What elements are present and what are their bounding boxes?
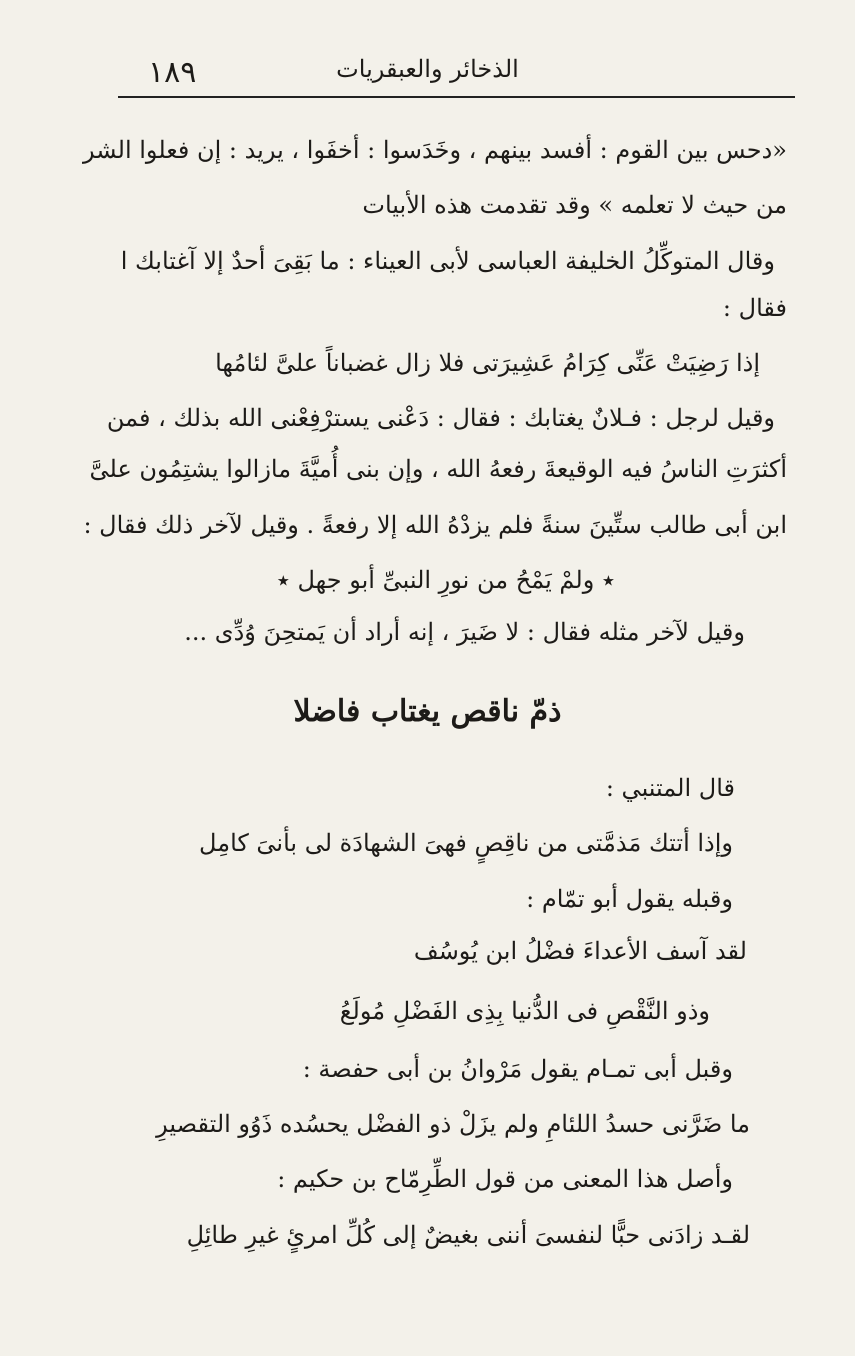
verse-line: وذو النَّقْصِ فى الدُّنيا بِذِى الفَضْلِ مُولَعُ bbox=[339, 997, 710, 1025]
text-line: قال المتنبي : bbox=[605, 774, 735, 802]
running-header-title: الذخائر والعبقريات bbox=[336, 55, 519, 83]
verse-line: إذا رَضِيَتْ عَنِّى كِرَامُ عَشِيرَتى فلا زال غضباناً علىَّ لئامُها bbox=[215, 349, 760, 377]
text-line: وأصل هذا المعنى من قول الطِّرِمّاح بن حكيم : bbox=[277, 1165, 733, 1193]
text-line: وقبله يقول أبو تمّام : bbox=[526, 885, 733, 913]
verse-line: لقد آسف الأعداءَ فضْلُ ابن يُوسُف bbox=[413, 937, 747, 965]
section-heading: ذمّ ناقص يغتاب فاضلا bbox=[293, 694, 562, 729]
text-line: وقبل أبى تمـام يقول مَرْوانُ بن أبى حفصة : bbox=[302, 1055, 733, 1083]
text-line: «دحس بين القوم : أفسد بينهم ، وخَدَسوا : أخفَوا ، يريد : إن فعلوا الشر bbox=[82, 136, 787, 164]
text-line: ابن أبى طالب ستِّينَ سنةً فلم يزدْهُ الله إلا رفعةً . وقيل لآخر ذلك فقال : bbox=[83, 511, 787, 539]
verse-line: وإذا أتتك مَذمَّتى من ناقِصٍ فهىَ الشهادَة لى بأنىَ كامِل bbox=[199, 829, 733, 857]
header-rule bbox=[118, 96, 795, 98]
text-line: أكثرَتِ الناسُ فيه الوقيعةَ رفعهُ الله ، وإن بنى أُميَّةَ مازالوا يشتِمُون علىَّ bbox=[89, 455, 787, 483]
text-line: وقيل لرجل : فـلانٌ يغتابك : فقال : دَعْنى يسترْفِعْنى الله بذلك ، فمن bbox=[106, 404, 775, 432]
page-number: ١٨٩ bbox=[148, 55, 197, 90]
verse-line: ما ضَرَّنى حسدُ اللئامِ ولم يزَلْ ذو الفضْل يحسُده ذَوُو التقصيرِ bbox=[156, 1110, 750, 1138]
verse-line: ٭ ولمْ يَمْحُ من نورِ النبىِّ أبو جهل ٭ bbox=[276, 566, 615, 594]
text-line: من حيث لا تعلمه » وقد تقدمت هذه الأبيات bbox=[362, 191, 787, 219]
text-line: وقال المتوكِّلُ الخليفة العباسى لأبى العيناء : ما بَقِىَ أحدٌ إلا آغتابك ا bbox=[120, 247, 775, 275]
verse-line: لقـد زادَنى حبًّا لنفسىَ أننى بغيضٌ إلى كُلِّ امرئٍ غيرِ طائِلِ bbox=[186, 1221, 750, 1249]
text-line: وقيل لآخر مثله فقال : لا ضَيرَ ، إنه أراد أن يَمتحِنَ وُدِّى ... bbox=[184, 618, 745, 646]
text-line: فقال : bbox=[722, 294, 787, 322]
